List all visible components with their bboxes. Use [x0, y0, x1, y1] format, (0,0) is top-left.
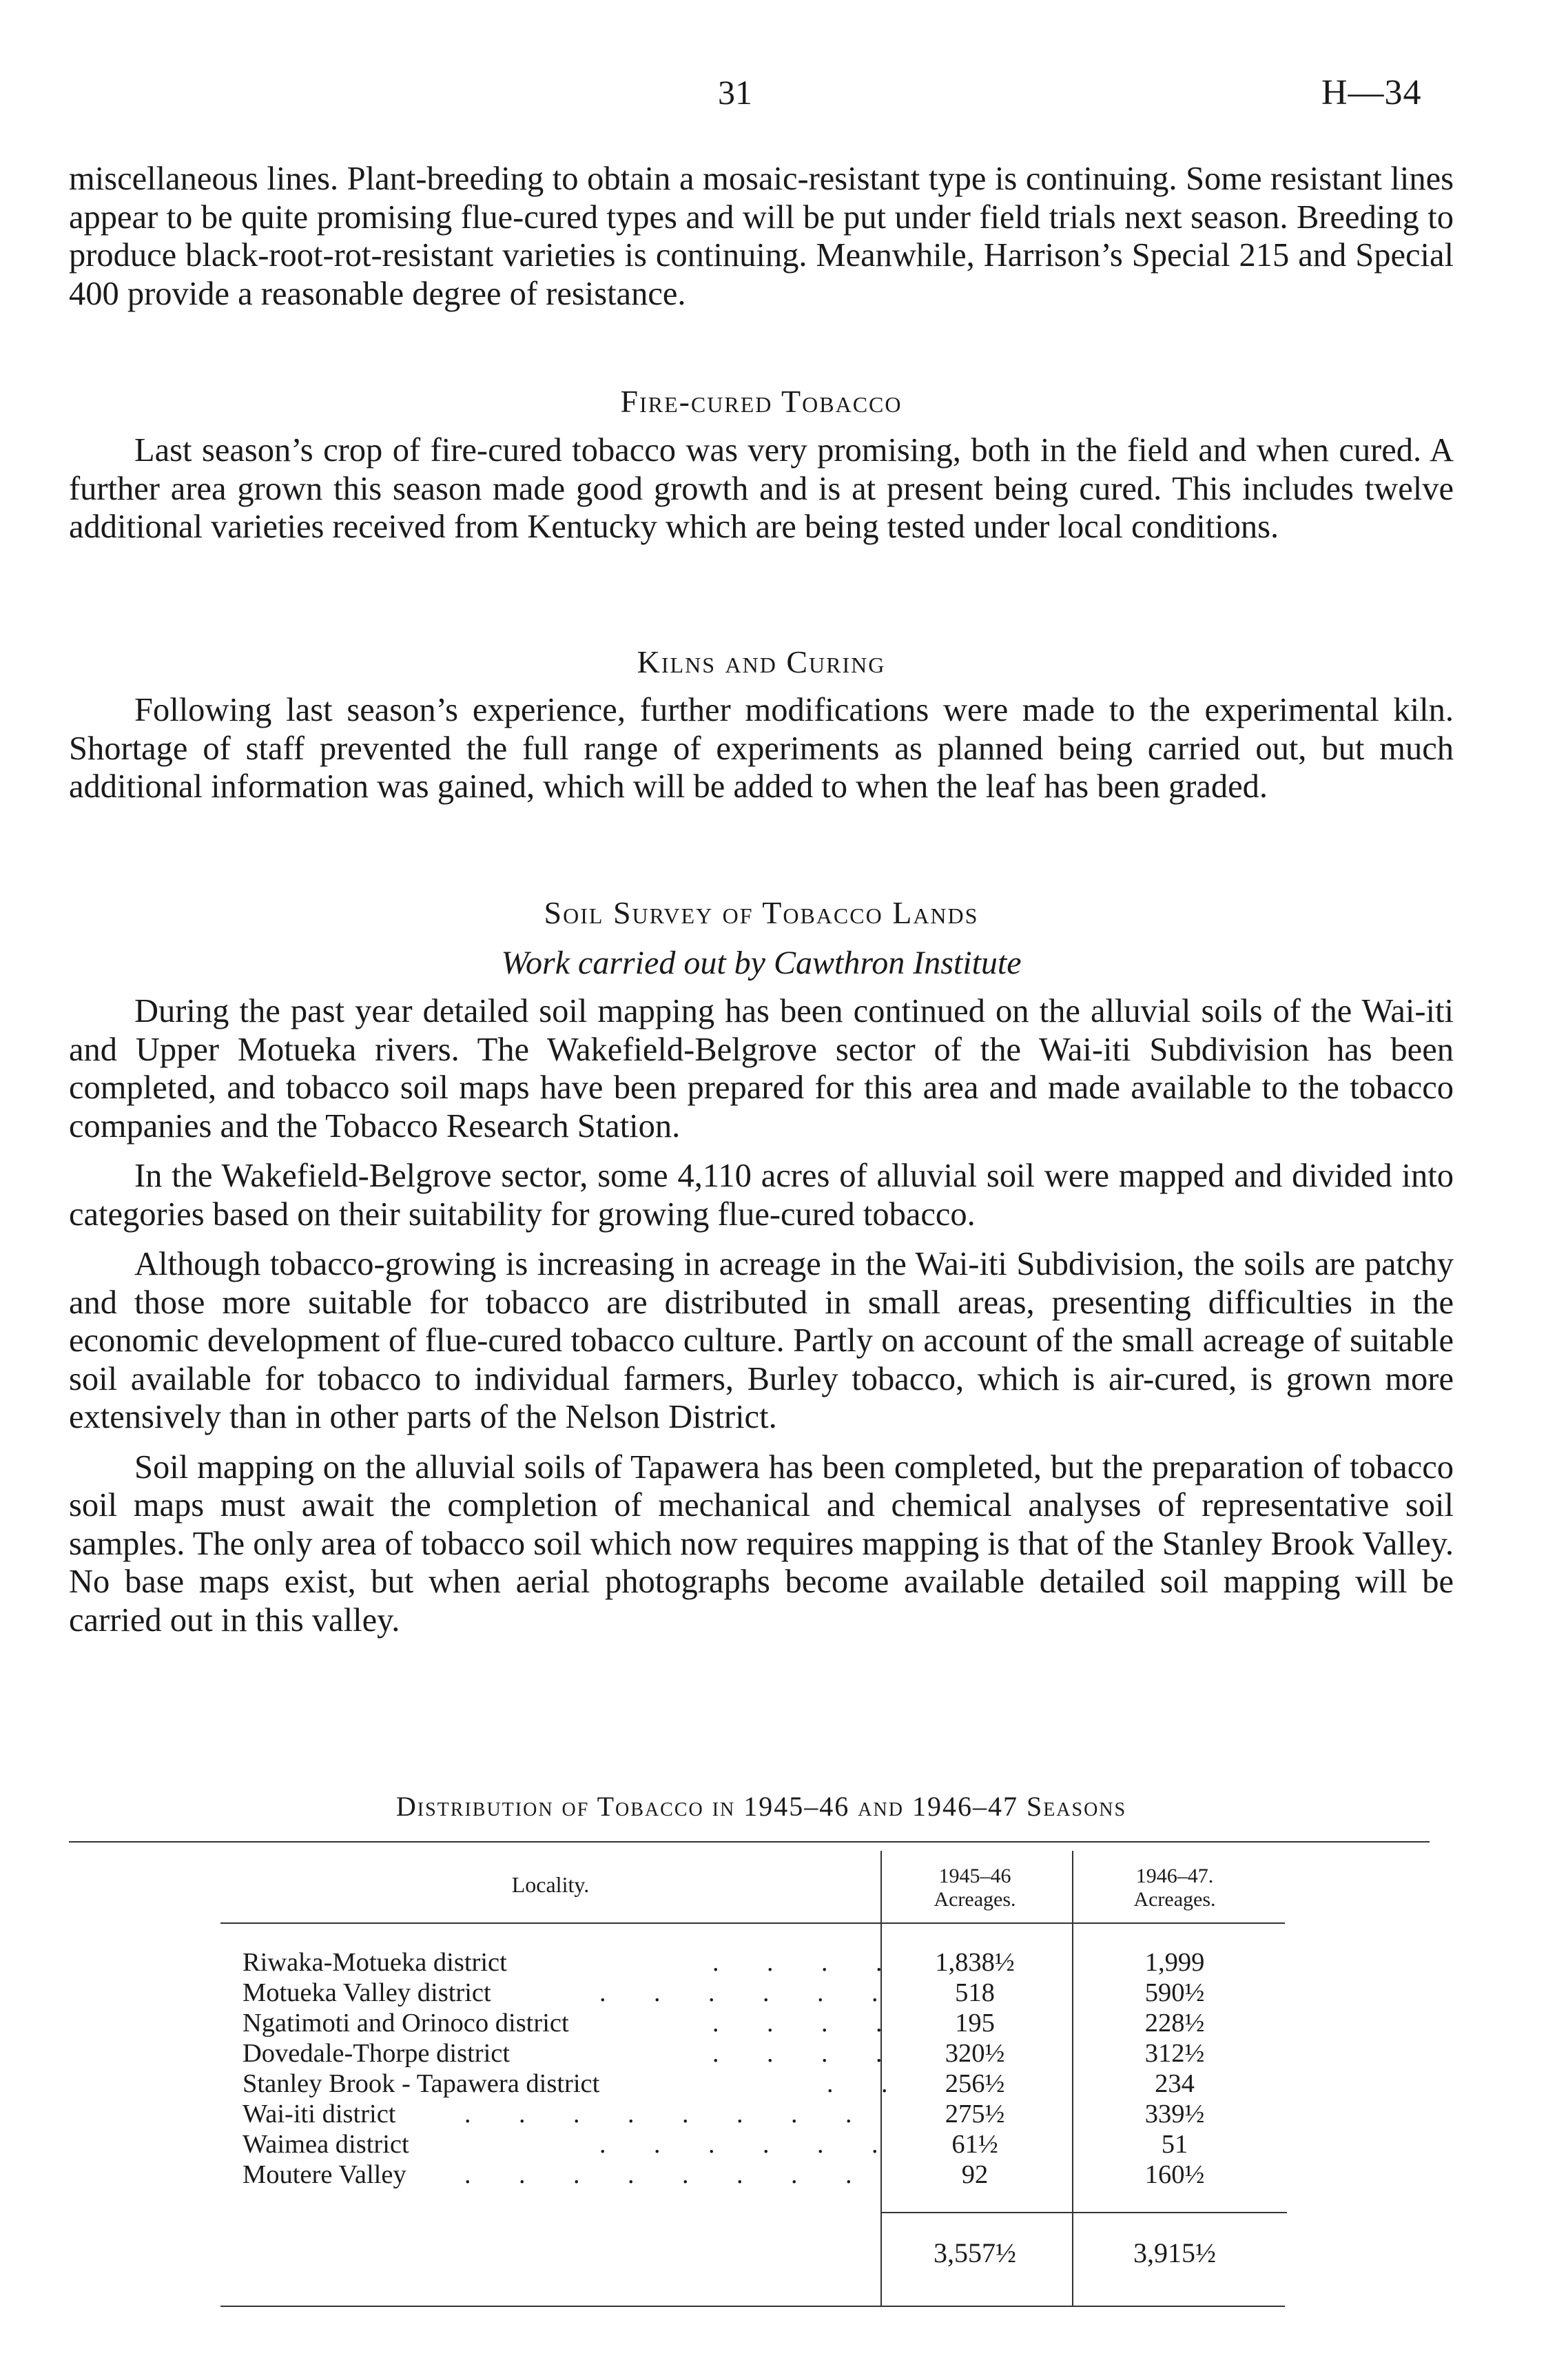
table-header-rule: [220, 1922, 1285, 1924]
row-acreage-1945: 518: [955, 1978, 995, 2007]
row-acreage-1946: 339½: [1144, 2100, 1205, 2128]
row-acreage-1946: 51: [1161, 2130, 1188, 2159]
column-header-1946-unit: Acreages.: [1133, 1888, 1216, 1911]
fire-cured-text: Last season’s crop of fire-cured tobacco was very promising, both in the field and when cured. A further area grown this season made good growth and is at present being cured. This includes twelve additional varieties received from Kentucky which are being tested under local conditions.: [69, 432, 1454, 545]
table-top-rule: [69, 1841, 1430, 1843]
fire-cured-heading: Fire-cured Tobacco: [620, 384, 903, 419]
row-locality: Ngatimoti and Orinoco district: [243, 2009, 569, 2038]
row-leaders: . . . .: [712, 2009, 903, 2038]
soil-paragraph-4: Soil mapping on the alluvial soils of Tapawera has been completed, but the preparation of tobacco soil maps must await the completion of mechanical and chemical analyses of representative soil samples. The only area of tobacco soil which now requires mapping is that of the Stanley Brook Valley. No base maps exist, but when aerial photographs become available detailed soil mapping will be carried out in this valley.: [69, 1448, 1454, 1639]
intro-text: miscellaneous lines. Plant-breeding to obtain a mosaic-resistant type is continuing. Some resistant lines appear to be quite promising flue-cured types and will be put under field trials next season. Breeding to produce black-root-rot-resistant varieties is continuing. Meanwhile, Harrison’s Special 215 and Special 400 provide a reasonable degree of resistance.: [69, 161, 1454, 312]
totals-rule: [880, 2212, 1287, 2213]
kilns-heading: Kilns and Curing: [637, 644, 886, 679]
soil-survey-subheading: Work carried out by Cawthron Institute: [501, 945, 1022, 981]
row-acreage-1946: 1,999: [1144, 1948, 1205, 1977]
kilns-section: [69, 691, 1454, 806]
row-locality: Motueka Valley district: [243, 1978, 491, 2007]
soil-paragraph-2: In the Wakefield-Belgrove sector, some 4,110 acres of alluvial soil were mapped and divided into categories based on their suitability for growing flue-cured tobacco.: [69, 1158, 1454, 1233]
row-acreage-1945: 92: [961, 2160, 989, 2189]
row-locality: Dovedale-Thorpe district: [243, 2039, 511, 2068]
soil-paragraph-3: Although tobacco-growing is increasing in acreage in the Wai-iti Subdivision, the soils are patchy and those more suitable for tobacco are distributed in small areas, presenting difficulties in the economic development of flue-cured tobacco culture. Partly on account of the small acreage of suitable soil available for tobacco to individual farmers, Burley tobacco, which is air-cured, is grown more extensively than in other parts of the Nelson District.: [69, 1246, 1454, 1435]
row-acreage-1945: 320½: [945, 2039, 1005, 2068]
row-leaders: . . . . . . . .: [464, 2100, 873, 2128]
document-reference: H—34: [1321, 73, 1422, 112]
soil-paragraph-1: During the past year detailed soil mapping has been continued on the alluvial soils of the Wai-iti and Upper Motueka rivers. The Wakefield-Belgrove sector of the Wai-iti Subdivision has been completed, and tobacco soil maps have been prepared for this area and made available to the tobacco companies and the Tobacco Research Station.: [69, 993, 1454, 1145]
row-locality: Riwaka-Motueka district: [243, 1948, 507, 1977]
intro-paragraph: [69, 160, 1454, 313]
row-acreage-1945: 195: [955, 2009, 995, 2038]
row-acreage-1946: 312½: [1144, 2039, 1205, 2068]
row-locality: Moutere Valley: [243, 2160, 406, 2189]
soil-survey-section: [69, 992, 1454, 1639]
row-leaders: . . . .: [712, 2039, 903, 2068]
row-acreage-1946: 160½: [1144, 2160, 1205, 2189]
row-locality: Stanley Brook - Tapawera district: [243, 2069, 600, 2098]
row-leaders: . . . . . . . .: [464, 2160, 873, 2189]
row-acreage-1945: 256½: [945, 2069, 1005, 2098]
row-acreage-1945: 1,838½: [935, 1948, 1015, 1977]
column-header-1945-year: 1945–46: [938, 1865, 1011, 1887]
row-locality: Wai-iti district: [243, 2100, 396, 2128]
row-leaders: . . . . . .: [599, 2130, 899, 2159]
row-acreage-1946: 590½: [1144, 1978, 1205, 2007]
row-leaders: . .: [827, 2069, 909, 2098]
row-leaders: . . . . . .: [599, 1978, 899, 2007]
table-title: Distribution of Tobacco in 1945–46 and 1946–47 Seasons: [395, 1791, 1127, 1822]
page-number: 31: [718, 73, 752, 112]
column-header-locality: Locality.: [511, 1872, 590, 1897]
fire-cured-section: [69, 431, 1454, 546]
row-acreage-1945: 275½: [945, 2100, 1005, 2128]
row-acreage-1946: 234: [1155, 2069, 1195, 2098]
row-locality: Waimea district: [243, 2130, 409, 2159]
row-leaders: . . . .: [712, 1948, 903, 1977]
column-header-1946-year: 1946–47.: [1135, 1865, 1214, 1887]
total-acreage-1945: 3,557½: [934, 2237, 1016, 2268]
column-header-1945-unit: Acreages.: [934, 1888, 1016, 1911]
total-acreage-1946: 3,915½: [1133, 2237, 1216, 2268]
soil-survey-heading: Soil Survey of Tobacco Lands: [544, 895, 979, 930]
table-bottom-rule: [220, 2306, 1285, 2307]
table-divider-2: [1072, 1851, 1073, 2306]
row-acreage-1946: 228½: [1144, 2009, 1205, 2038]
row-acreage-1945: 61½: [951, 2130, 998, 2159]
kilns-text: Following last season’s experience, further modifications were made to the experimental kiln. Shortage of staff prevented the full range of experiments as planned being carried out, but much additional information was gained, which will be added to when the leaf has been graded.: [69, 692, 1454, 805]
